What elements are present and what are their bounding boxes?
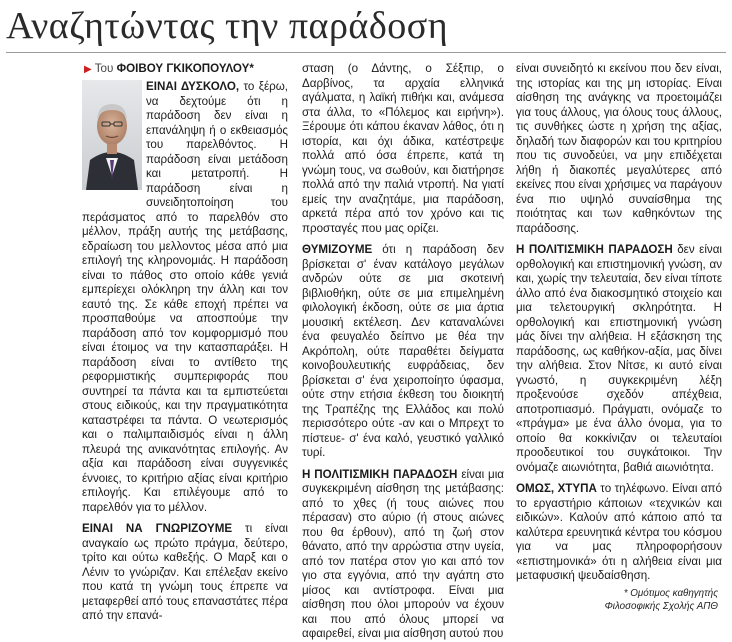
byline-prefix: Του bbox=[94, 62, 114, 75]
article-column-1 bbox=[82, 80, 288, 624]
byline-author: ΦΟΙΒΟΥ ΓΚΙΚΟΠΟΥΛΟΥ* bbox=[116, 62, 254, 75]
author-portrait-image bbox=[82, 80, 142, 190]
paragraph-text: δεν είναι ορθολογική και επιστημονική γνώση, αν και, χωρίς την τελευταία, δεν είναι τίποτε άλλο από ένα διακοσμητικό στοιχείο και μια τελετουργική σκληρότητα. Η ορθολογική και επιστημονική γνώση μάς δίνει την αλήθεια. Η εξάσκηση της παράδοσης, ως καθήκον-αξία, μας δίνει την αλήθεια. Στον Νίτσε, κι αυτό είναι γνωστό, η συγκεκριμένη λέξη προξενούσε σχεδόν απέχθεια, αποτροπιασμό. Πράγματι, ονόμαζε το «πράγμα» με ένα άλλο όνομα, για το οποίο θα κοκκίνιζαν οι τελευταίοι προοδευτικοί του συγκάτοικοι. Την ονόμαζε αιωνιότητα, βαθιά αιωνιότητα. bbox=[516, 243, 722, 474]
paragraph-lead: ΟΜΩΣ, ΧΤΥΠΑ bbox=[516, 482, 597, 495]
paragraph-lead: ΕΙΝΑΙ ΝΑ ΓΝΩΡΙΖΟΥΜΕ bbox=[82, 522, 233, 535]
page-title: Αναζητώντας την παράδοση bbox=[6, 5, 449, 47]
paragraph-lead: ΕΙΝΑΙ ΔΥΣΚΟΛΟ, bbox=[146, 80, 240, 93]
arrow-icon: ▶ bbox=[84, 64, 92, 75]
paragraph-text: τι είναι αναγκαίο ως πρώτο πράγμα, δεύτερο, τρίτο και ούτω καθεξής. Ο Μαρξ και ο Λένιν το γνώριζαν. Και επέλεξαν εκείνο που κατά τη γνώμη τους έπρεπε να μεταφερθεί από τους επαναστάτες πέρα από την επανά- bbox=[82, 522, 288, 622]
article-column-2 bbox=[302, 62, 504, 642]
author-photo bbox=[82, 80, 142, 198]
article-column-3 bbox=[516, 62, 722, 584]
author-footnote bbox=[605, 587, 718, 613]
paragraph-text: είναι συνειδητό κι εκείνου που δεν είναι, της ιστορίας και της μη ιστορίας. Είναι αίσθηση της ανάγκης να προετοιμάζει για τους άλλους, για όλους τους άλλους, τις συνθήκες ώστε η χρήση της αξίας, δηλαδή των διαφορών και του κριτηρίου που τις συνοδεύει, να μην επιδέχεται λήθη ή διακοπές μεγαλύτερες από εκείνες που είναι χρήσιμες να παράγουν ένα πιο υψηλό συναίσθημα της ποιότητας και των καθηκόντων της παράδοσης. bbox=[516, 62, 722, 235]
paragraph-text: το ξέρω, να δεχτούμε ότι η παράδοση δεν είναι η επανάληψη ή ο εκθειασμός του παρελθόντος. Η παράδοση είναι μετάδοση και μετατροπή. Η παράδοση είναι η συνειδητοποίηση του περάσματος από το παρελθόν στο μέλλον, πράξη αυτής της μετάβασης, εδραίωση του μελλοντος μέσα από μια επιλογή της κληρονομιάς. Η παράδοση είναι το πάθος στο οποίο κάθε γενιά εμπερίεχει ολόκληρη την άλλη και τον εαυτό της. Σε κάθε εποχή πρέπει να προσπαθούμε να αποσπούμε την παράδοση από τον κομφορμισμό που είναι έτοιμος να την κατασπαράξει. Η παράδοση είναι το αντίθετο της ρεφορμιστικής συμπεριφοράς που συντηρεί τα πάντα και τα εμπιστεύεται στους ειδικούς, και την πραγματικότητα καταστρέφει τα πάντα. Ο νεωτερισμός και ο παλιμπαιδισμός είναι η άλλη πλευρά της ανικανότητας επιλογής. Αν αξία και παράδοση είναι συγγενικές έννοιες, το κριτήριο αξίας είναι κριτήριο επιλογής. Και επιλέγουμε από το παρελθόν για το μέλλον. bbox=[82, 80, 288, 514]
footnote-line-1: * Ομότιμος καθηγητής bbox=[623, 588, 718, 599]
footnote-line-2: Φιλοσοφικής Σχολής ΑΠΘ bbox=[604, 601, 718, 612]
paragraph-lead: ΘΥΜΙΖΟΥΜΕ bbox=[302, 243, 373, 256]
paragraph-lead: Η ΠΟΛΙΤΙΣΜΙΚΗ ΠΑΡΑΔΟΣΗ bbox=[516, 243, 673, 256]
paragraph-text: το τηλέφωνο. Είναι από το εργαστήριο κάποιων «τεχνικών και ειδικών». Καλούν από κάποιο από τα καλύτερα ερευνητικά κέντρα του κόσμου για να μας πληροφορήσουν «επιστημονικά» ότι η αλήθεια είναι μια μεταφυσική ψευδαίσθηση. bbox=[516, 482, 722, 582]
byline bbox=[84, 62, 254, 78]
title-divider bbox=[6, 52, 726, 53]
paragraph-text: είναι μια συγκεκριμένη αίσθηση της μετάβασης: από το χθες (ή τους αιώνες που πέρασαν) στο αύριο (ή στους αιώνες που θα έρθουν), από τη ζωή στον θάνατο, από την αρρώστια στην υγεία, από τον πατέρα στον γιο και από τον γιο στα εγγόνια, από την αγάπη στο μίσος και αντίστροφα. Είναι μια αίσθηση που όλοι μπορούν να έχουν και που από όλους μπορεί να αφαιρεθεί, είναι μια αίσθηση αυτού που bbox=[302, 467, 504, 640]
paragraph-text: σταση (ο Δάντης, ο Σέξπιρ, ο Δαρβίνος, τα αρχαία ελληνικά αγάλματα, η λαϊκή πιθήκι και, ανάμεσα στα άλλα, το «Πόλεμος και ειρήνη»). Ξέρουμε ότι κάπου έκαναν λάθος, ότι η ιστορία, και όχι άδικα, κατέστρεψε πολλά από όσα έπρεπε, κατά τη γνώμη τους, να σωθούν, και διατήρησε πολλά από την παλιά ντροπή. Να γιατί εμείς την αναζητάμε, μια παράδοση, αρκετά πέρα από τον χρόνο και τις προσταγές που μας ορίζει. bbox=[302, 62, 504, 235]
paragraph-lead: Η ΠΟΛΙΤΙΣΜΙΚΗ ΠΑΡΑΔΟΣΗ bbox=[302, 467, 458, 481]
paragraph-text: ότι η παράδοση δεν βρίσκεται σ' έναν κατάλογο μεγάλων ανδρών ούτε σε μια σκοτεινή βιβλιοθήκη, ούτε σε μια επιμελημένη φιλολογική έκδοση, ούτε σε μια άρτια μουσική εκτέλεση. Δεν καταναλώνει ένα φευγαλέο δείπνο με θέα την Ακρόπολη, ούτε παραθέτει δείγματα κοινοβουλευτικής ευφράδειας, δεν βρίσκεται σ' ένα χειροποίητο ύφασμα, ούτε στην ετήσια έκθεση του διοικητή της Τραπέζης της Ελλάδος και πολύ περισσότερο ούτε -αν και ο Μπρεχτ το πίστευε- σ' ένα καλό, γευστικό γαλλικό τυρί. bbox=[302, 243, 504, 459]
